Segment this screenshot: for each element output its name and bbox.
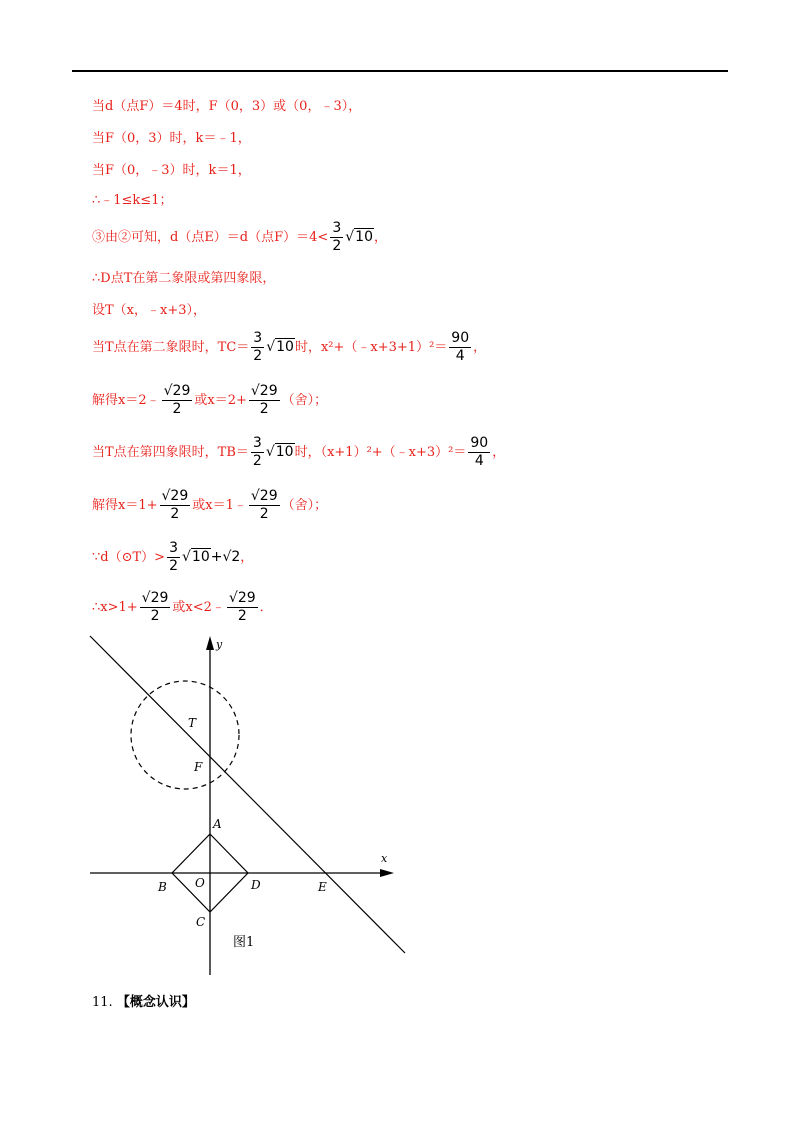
label-D: D [251, 878, 261, 892]
fraction-3-2: $\frac{3}{2}$ [253, 330, 263, 364]
question-title: 【概念认识】 [116, 995, 195, 1010]
label-x: x [381, 852, 388, 865]
sqrt-10: √10 [265, 444, 294, 460]
fraction-sqrt29-2: $\frac{√29}{2}$ [141, 590, 169, 624]
line5-text: ③由②可知，d（点E）＝d（点F）＝4< [92, 230, 329, 245]
sqrt-10: √10 [266, 339, 294, 355]
solution-line-10: 当T点在第四象限时，TB＝ $\frac{3}{2}$ √10时，（x+1）²+（﹣x+3）²＝ $\frac{90}{4}$ ， [92, 435, 506, 469]
y-axis-arrow [206, 636, 214, 650]
fraction-3-2: $\frac{3}{2}$ [252, 435, 262, 469]
question-11 [92, 991, 195, 1010]
solution-line-7: 设T（x，﹣x+3）， [92, 303, 206, 318]
solution-line-6: ∴D点T在第二象限或第四象限， [92, 271, 276, 286]
label-y: y [216, 638, 223, 651]
solution-line-3: 当F（0，﹣3）时，k＝1， [92, 163, 251, 178]
label-F: F [194, 760, 203, 774]
question-number: 11. [92, 995, 113, 1010]
solution-line-2: 当F（0，3）时，k＝﹣1， [92, 131, 251, 146]
dashed-circle-T [131, 681, 239, 789]
sqrt-10: √10 [181, 549, 210, 565]
solution-line-4: ∴﹣1≤k≤1； [92, 193, 173, 208]
fraction-3-2: $\frac{3}{2}$ [169, 540, 178, 574]
fraction-sqrt29-2: $\frac{√29}{2}$ [163, 383, 191, 417]
solution-line-8: 当T点在第二象限时，TC＝ $\frac{3}{2}$ √10时，x²+（﹣x+3+1）²＝ $\frac{90}{4}$ ， [92, 330, 487, 364]
fraction-sqrt29-2: $\frac{√29}{2}$ [161, 488, 189, 522]
label-O: O [195, 876, 205, 890]
solution-line-5: ③由②可知，d（点E）＝d（点F）＝4< $\frac{3}{2}$ √10， [92, 220, 388, 254]
fraction-90-4: $\frac{90}{4}$ [470, 435, 489, 469]
solution-line-1: 当d（点F）＝4时，F（0，3）或（0，﹣3）， [92, 99, 362, 114]
figure-caption: 图1 [233, 935, 255, 950]
fraction-sqrt29-2: $\frac{√29}{2}$ [250, 383, 278, 417]
label-A: A [213, 817, 222, 831]
solution-line-9: 解得x＝2﹣ $\frac{√29}{2}$ 或x＝2+ $\frac{√29}{2}$ （舍）； [92, 383, 328, 417]
solution-line-11: 解得x＝1+ $\frac{√29}{2}$ 或x＝1﹣ $\frac{√29}{2}$ （舍）； [92, 488, 328, 522]
label-C: C [196, 915, 206, 929]
plus-sqrt-2: +√2 [210, 549, 241, 565]
fraction-sqrt29-2: $\frac{√29}{2}$ [250, 488, 278, 522]
x-axis-arrow [380, 869, 394, 877]
solution-line-12: ∵d（⊙T）> $\frac{3}{2}$ √10+√2， [92, 540, 254, 574]
label-E: E [318, 880, 327, 894]
fraction-3-2: $\frac{3}{2}$ [332, 220, 342, 254]
fraction-90-4: $\frac{90}{4}$ [451, 330, 470, 364]
solution-line-13: ∴x>1+ $\frac{√29}{2}$ 或x<2﹣ $\frac{√29}{2}$ ． [92, 590, 273, 624]
fraction-sqrt29-2: $\frac{√29}{2}$ [228, 590, 256, 624]
sqrt-10: √10 [345, 229, 373, 245]
label-B: B [158, 880, 167, 894]
label-T: T [188, 716, 197, 730]
line-FE [90, 636, 405, 953]
